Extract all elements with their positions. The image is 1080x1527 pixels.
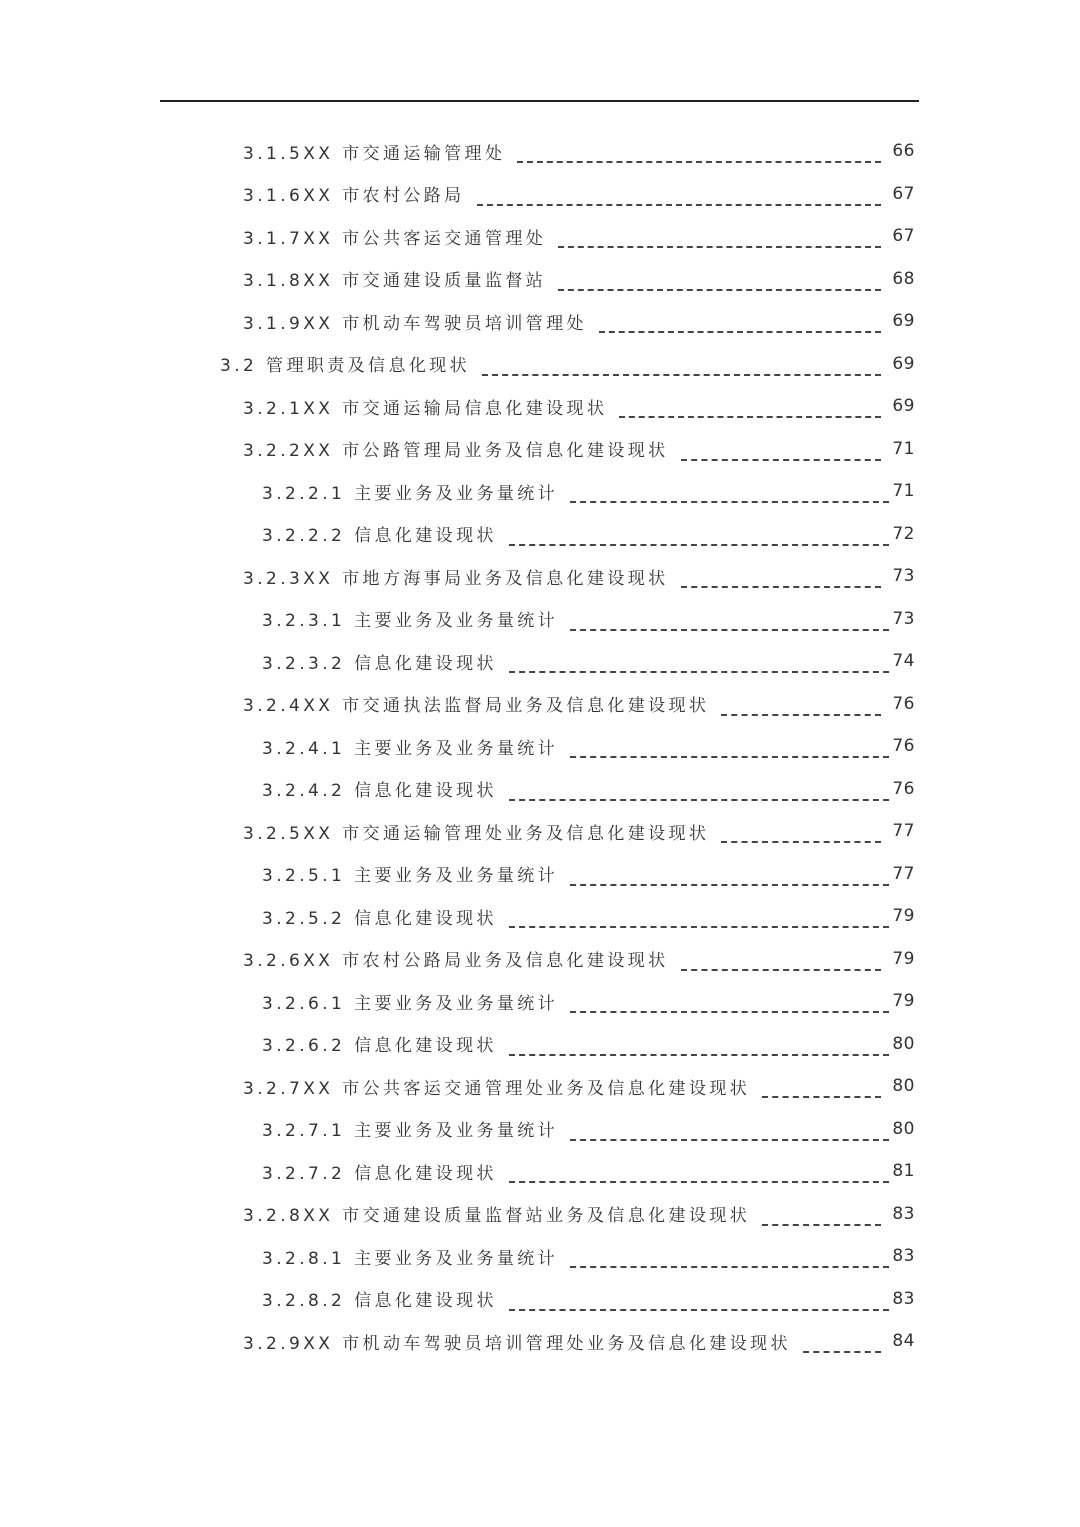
toc-entry[interactable] — [0, 470, 1080, 513]
toc-entry-title: 3.2.7.1 主要业务及业务量统计 — [262, 1121, 559, 1142]
toc-entry[interactable] — [0, 810, 1080, 853]
toc-page-number: 76 — [892, 693, 915, 714]
toc-leader-line — [721, 700, 881, 716]
toc-entry[interactable] — [0, 980, 1080, 1023]
toc-page-number: 74 — [892, 651, 915, 672]
toc-page-number: 69 — [892, 396, 915, 417]
toc-leader-line — [509, 785, 889, 801]
toc-entry[interactable] — [0, 1193, 1080, 1236]
toc-entry[interactable] — [0, 513, 1080, 556]
toc-entry[interactable] — [0, 385, 1080, 428]
toc-entry-title: 3.2.8.2 信息化建设现状 — [262, 1291, 497, 1312]
toc-entry-title: 3.2.5XX 市交通运输管理处业务及信息化建设现状 — [243, 823, 710, 844]
toc-leader-line — [570, 742, 889, 758]
toc-entry[interactable] — [0, 343, 1080, 386]
toc-page-number: 76 — [892, 778, 915, 799]
toc-entry-title: 3.2.6XX 市农村公路局业务及信息化建设现状 — [243, 951, 669, 972]
toc-page-number: 79 — [892, 906, 915, 927]
toc-leader-line — [477, 190, 881, 206]
toc-leader-line — [570, 1125, 889, 1141]
toc-leader-line — [570, 870, 889, 886]
toc-entry-title: 3.2.5.1 主要业务及业务量统计 — [262, 866, 559, 887]
toc-page-number: 68 — [892, 268, 915, 289]
toc-entry-title: 3.2.6.1 主要业务及业务量统计 — [262, 993, 559, 1014]
toc-entry[interactable] — [0, 215, 1080, 258]
toc-leader-line — [570, 1252, 889, 1268]
toc-page-number: 83 — [892, 1288, 915, 1309]
toc-entry[interactable] — [0, 1065, 1080, 1108]
toc-entry[interactable] — [0, 895, 1080, 938]
toc-entry-title: 3.1.8XX 市交通建设质量监督站 — [243, 271, 547, 292]
toc-page-number: 71 — [892, 481, 915, 502]
toc-page-number: 83 — [892, 1246, 915, 1267]
toc-leader-line — [509, 1040, 889, 1056]
toc-entry[interactable] — [0, 640, 1080, 683]
toc-entry-title: 3.2.4.2 信息化建设现状 — [262, 781, 497, 802]
toc-page-number: 67 — [892, 226, 915, 247]
toc-entry[interactable] — [0, 173, 1080, 216]
toc-entry-title: 3.1.7XX 市公共客运交通管理处 — [243, 228, 547, 249]
toc-entry[interactable] — [0, 598, 1080, 641]
toc-leader-line — [570, 615, 889, 631]
toc-entry-title: 3.2.1XX 市交通运输局信息化建设现状 — [243, 398, 608, 419]
toc-page-number: 69 — [892, 353, 915, 374]
toc-leader-line — [803, 1337, 881, 1353]
toc-leader-line — [762, 1082, 881, 1098]
toc-entry-title: 3.2.2.1 主要业务及业务量统计 — [262, 483, 559, 504]
toc-page-number: 76 — [892, 736, 915, 757]
toc-page-number: 73 — [892, 566, 915, 587]
toc-page-number: 66 — [892, 141, 915, 162]
toc-page-number: 84 — [892, 1331, 915, 1352]
toc-entry-title: 3.2.4XX 市交通执法监督局业务及信息化建设现状 — [243, 696, 710, 717]
toc-page-number: 83 — [892, 1203, 915, 1224]
toc-page-number: 79 — [892, 948, 915, 969]
toc-leader-line — [509, 530, 889, 546]
toc-leader-line — [509, 1167, 889, 1183]
toc-entry-title: 3.2 管理职责及信息化现状 — [220, 356, 471, 377]
toc-entry-title: 3.1.5XX 市交通运输管理处 — [243, 143, 506, 164]
toc-entry[interactable] — [0, 555, 1080, 598]
toc-page-number: 79 — [892, 991, 915, 1012]
toc-entry-title: 3.2.7.2 信息化建设现状 — [262, 1163, 497, 1184]
toc-entry-title: 3.1.9XX 市机动车驾驶员培训管理处 — [243, 313, 587, 334]
toc-page-number: 81 — [892, 1161, 915, 1182]
toc-leader-line — [509, 912, 889, 928]
toc-page-number: 80 — [892, 1118, 915, 1139]
toc-leader-line — [517, 147, 881, 163]
toc-leader-line — [482, 360, 881, 376]
toc-page-number: 69 — [892, 311, 915, 332]
toc-page-number: 71 — [892, 438, 915, 459]
toc-entry-title: 3.2.4.1 主要业务及业务量统计 — [262, 738, 559, 759]
toc-leader-line — [681, 955, 881, 971]
toc-entry-title: 3.2.6.2 信息化建设现状 — [262, 1036, 497, 1057]
toc-page-number: 80 — [892, 1033, 915, 1054]
toc-leader-line — [762, 1210, 881, 1226]
toc-entry[interactable] — [0, 1150, 1080, 1193]
toc-page-number: 77 — [892, 863, 915, 884]
toc-entry[interactable] — [0, 1235, 1080, 1278]
toc-leader-line — [681, 572, 881, 588]
toc-entry-title: 3.2.2.2 信息化建设现状 — [262, 526, 497, 547]
toc-leader-line — [509, 1295, 889, 1311]
toc-leader-line — [599, 317, 881, 333]
toc-entry-title: 3.2.9XX 市机动车驾驶员培训管理处业务及信息化建设现状 — [243, 1333, 791, 1354]
toc-leader-line — [619, 402, 881, 418]
toc-entry[interactable] — [0, 1278, 1080, 1321]
toc-entry[interactable] — [0, 725, 1080, 768]
toc-entry[interactable] — [0, 853, 1080, 896]
toc-page-number: 72 — [892, 523, 915, 544]
toc-entry-title: 3.2.8.1 主要业务及业务量统计 — [262, 1248, 559, 1269]
toc-entry-title: 3.1.6XX 市农村公路局 — [243, 186, 465, 207]
toc-entry-title: 3.2.2XX 市公路管理局业务及信息化建设现状 — [243, 441, 669, 462]
toc-entry[interactable] — [0, 258, 1080, 301]
toc-page-number: 80 — [892, 1076, 915, 1097]
toc-entry-title: 3.2.3.1 主要业务及业务量统计 — [262, 611, 559, 632]
toc-entry[interactable] — [0, 1320, 1080, 1363]
toc-leader-line — [558, 232, 881, 248]
toc-leader-line — [570, 997, 889, 1013]
toc-entry[interactable] — [0, 768, 1080, 811]
toc-entry[interactable] — [0, 428, 1080, 471]
toc-entry-title: 3.2.3.2 信息化建设现状 — [262, 653, 497, 674]
toc-entry[interactable] — [0, 1108, 1080, 1151]
toc-leader-line — [558, 275, 881, 291]
table-of-contents — [0, 130, 1080, 1363]
toc-page-number: 73 — [892, 608, 915, 629]
toc-entry[interactable] — [0, 130, 1080, 173]
toc-entry-title: 3.2.7XX 市公共客运交通管理处业务及信息化建设现状 — [243, 1078, 751, 1099]
toc-entry[interactable] — [0, 1023, 1080, 1066]
header-rule — [160, 100, 919, 102]
toc-page-number: 77 — [892, 821, 915, 842]
toc-entry-title: 3.2.3XX 市地方海事局业务及信息化建设现状 — [243, 568, 669, 589]
toc-entry[interactable] — [0, 683, 1080, 726]
toc-leader-line — [721, 827, 881, 843]
toc-page-number: 67 — [892, 183, 915, 204]
toc-entry[interactable] — [0, 938, 1080, 981]
toc-leader-line — [570, 487, 889, 503]
toc-leader-line — [681, 445, 881, 461]
toc-entry-title: 3.2.5.2 信息化建设现状 — [262, 908, 497, 929]
toc-entry[interactable] — [0, 300, 1080, 343]
toc-entry-title: 3.2.8XX 市交通建设质量监督站业务及信息化建设现状 — [243, 1206, 751, 1227]
toc-leader-line — [509, 657, 889, 673]
